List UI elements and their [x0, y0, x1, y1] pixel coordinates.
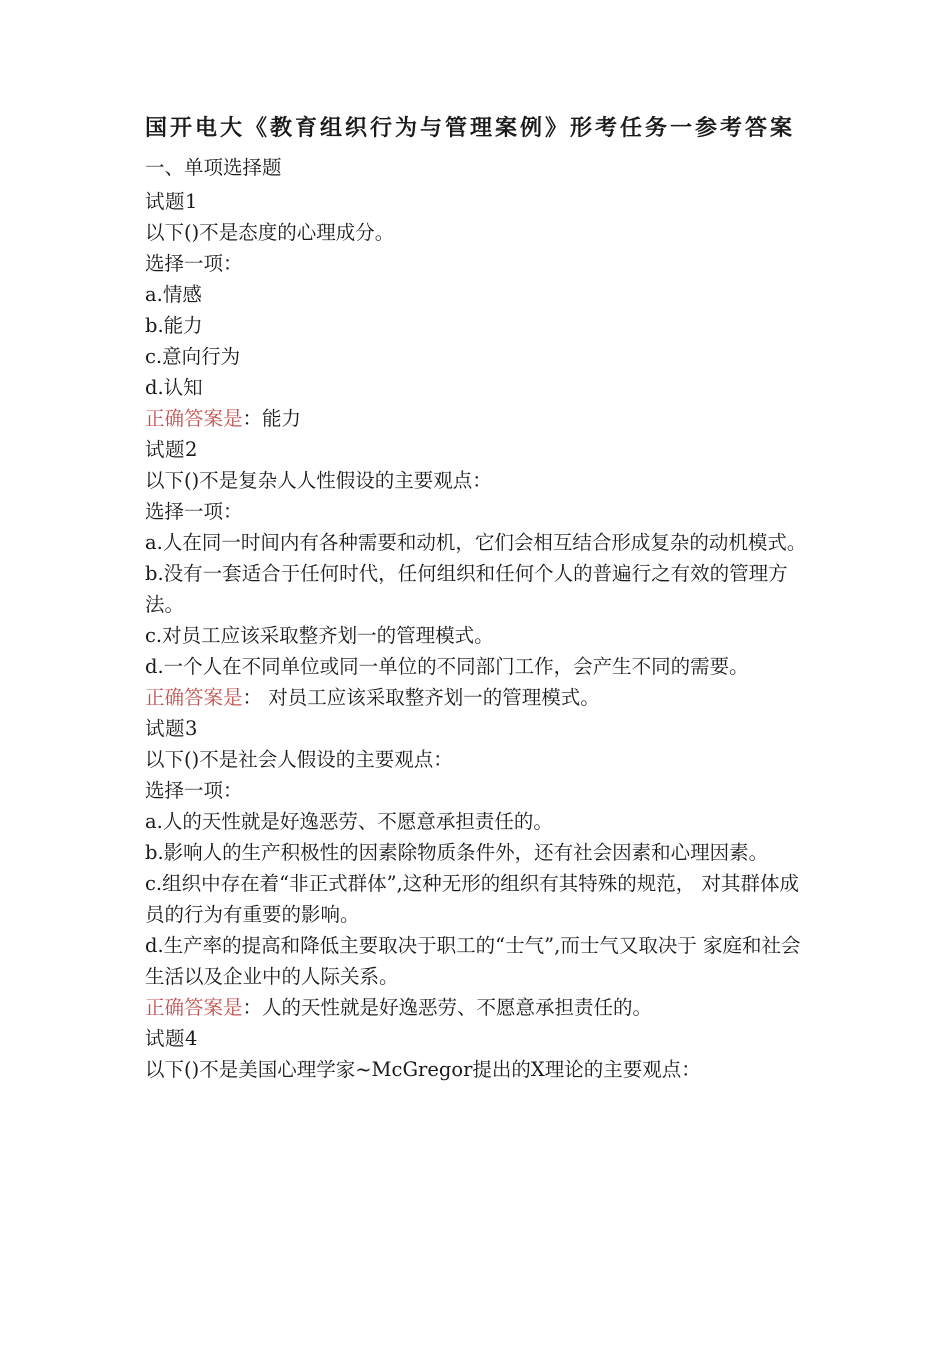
- question-label: 试题2: [145, 438, 198, 461]
- option-a: a.人在同一时间内有各种需要和动机，它们会相互结合形成复杂的动机模式。: [145, 531, 807, 554]
- option-d: d.认知: [145, 376, 203, 399]
- answer-text: 对员工应该采取整齐划一的管理模式。: [268, 686, 600, 709]
- question-prompt: 选择一项：: [145, 779, 243, 802]
- question-label: 试题1: [145, 190, 198, 213]
- option-a: a.人的天性就是好逸恶劳、不愿意承担责任的。: [145, 810, 553, 833]
- question-prompt: 选择一项：: [145, 500, 243, 523]
- answer-label: 正确答案是: [145, 407, 243, 430]
- question-prompt: 选择一项：: [145, 252, 243, 275]
- answer-label: 正确答案是: [145, 686, 243, 709]
- option-a: a.情感: [145, 283, 202, 306]
- option-d: d.一个人在不同单位或同一单位的不同部门工作，会产生不同的需要。: [145, 655, 749, 678]
- question-3: [145, 713, 810, 1023]
- answer-text: 人的天性就是好逸恶劳、不愿意承担责任的。: [262, 996, 653, 1019]
- option-b: b.影响人的生产积极性的因素除物质条件外，还有社会因素和心理因素。: [145, 841, 769, 864]
- question-stem: 以下()不是社会人假设的主要观点：: [145, 748, 453, 771]
- section-heading: 一、单项选择题: [145, 156, 282, 179]
- question-stem: 以下()不是美国心理学家~McGregor提出的X理论的主要观点：: [145, 1058, 701, 1081]
- question-1: [145, 186, 810, 434]
- option-c: c.对员工应该采取整齐划一的管理模式。: [145, 624, 494, 647]
- correct-answer: 正确答案是：人的天性就是好逸恶劳、不愿意承担责任的。: [145, 996, 653, 1019]
- question-stem: 以下()不是态度的心理成分。: [145, 221, 395, 244]
- question-label: 试题4: [145, 1027, 198, 1050]
- question-2: [145, 434, 810, 713]
- question-stem: 以下()不是复杂人人性假设的主要观点：: [145, 469, 492, 492]
- document-title: 国开电大《教育组织行为与管理案例》形考任务一参考答案: [145, 115, 796, 141]
- option-d: d.生产率的提高和降低主要取决于职工的“士气”,而士气又取决于 家庭和社会生活以及企业中的人际关系。: [145, 934, 801, 988]
- option-c: c.意向行为: [145, 345, 241, 368]
- answer-label: 正确答案是: [145, 996, 243, 1019]
- option-b: b.没有一套适合于任何时代，任何组织和任何个人的普遍行之有效的管理方法。: [145, 562, 788, 616]
- option-b: b.能力: [145, 314, 203, 337]
- question-4: [145, 1023, 810, 1085]
- correct-answer: 正确答案是：能力: [145, 407, 302, 430]
- answer-text: 能力: [262, 407, 302, 430]
- question-label: 试题3: [145, 717, 198, 740]
- correct-answer: 正确答案是： 对员工应该采取整齐划一的管理模式。: [145, 686, 600, 709]
- option-c: c.组织中存在着“非正式群体”,这种无形的组织有其特殊的规范， 对其群体成员的行为有重要的影响。: [145, 872, 799, 926]
